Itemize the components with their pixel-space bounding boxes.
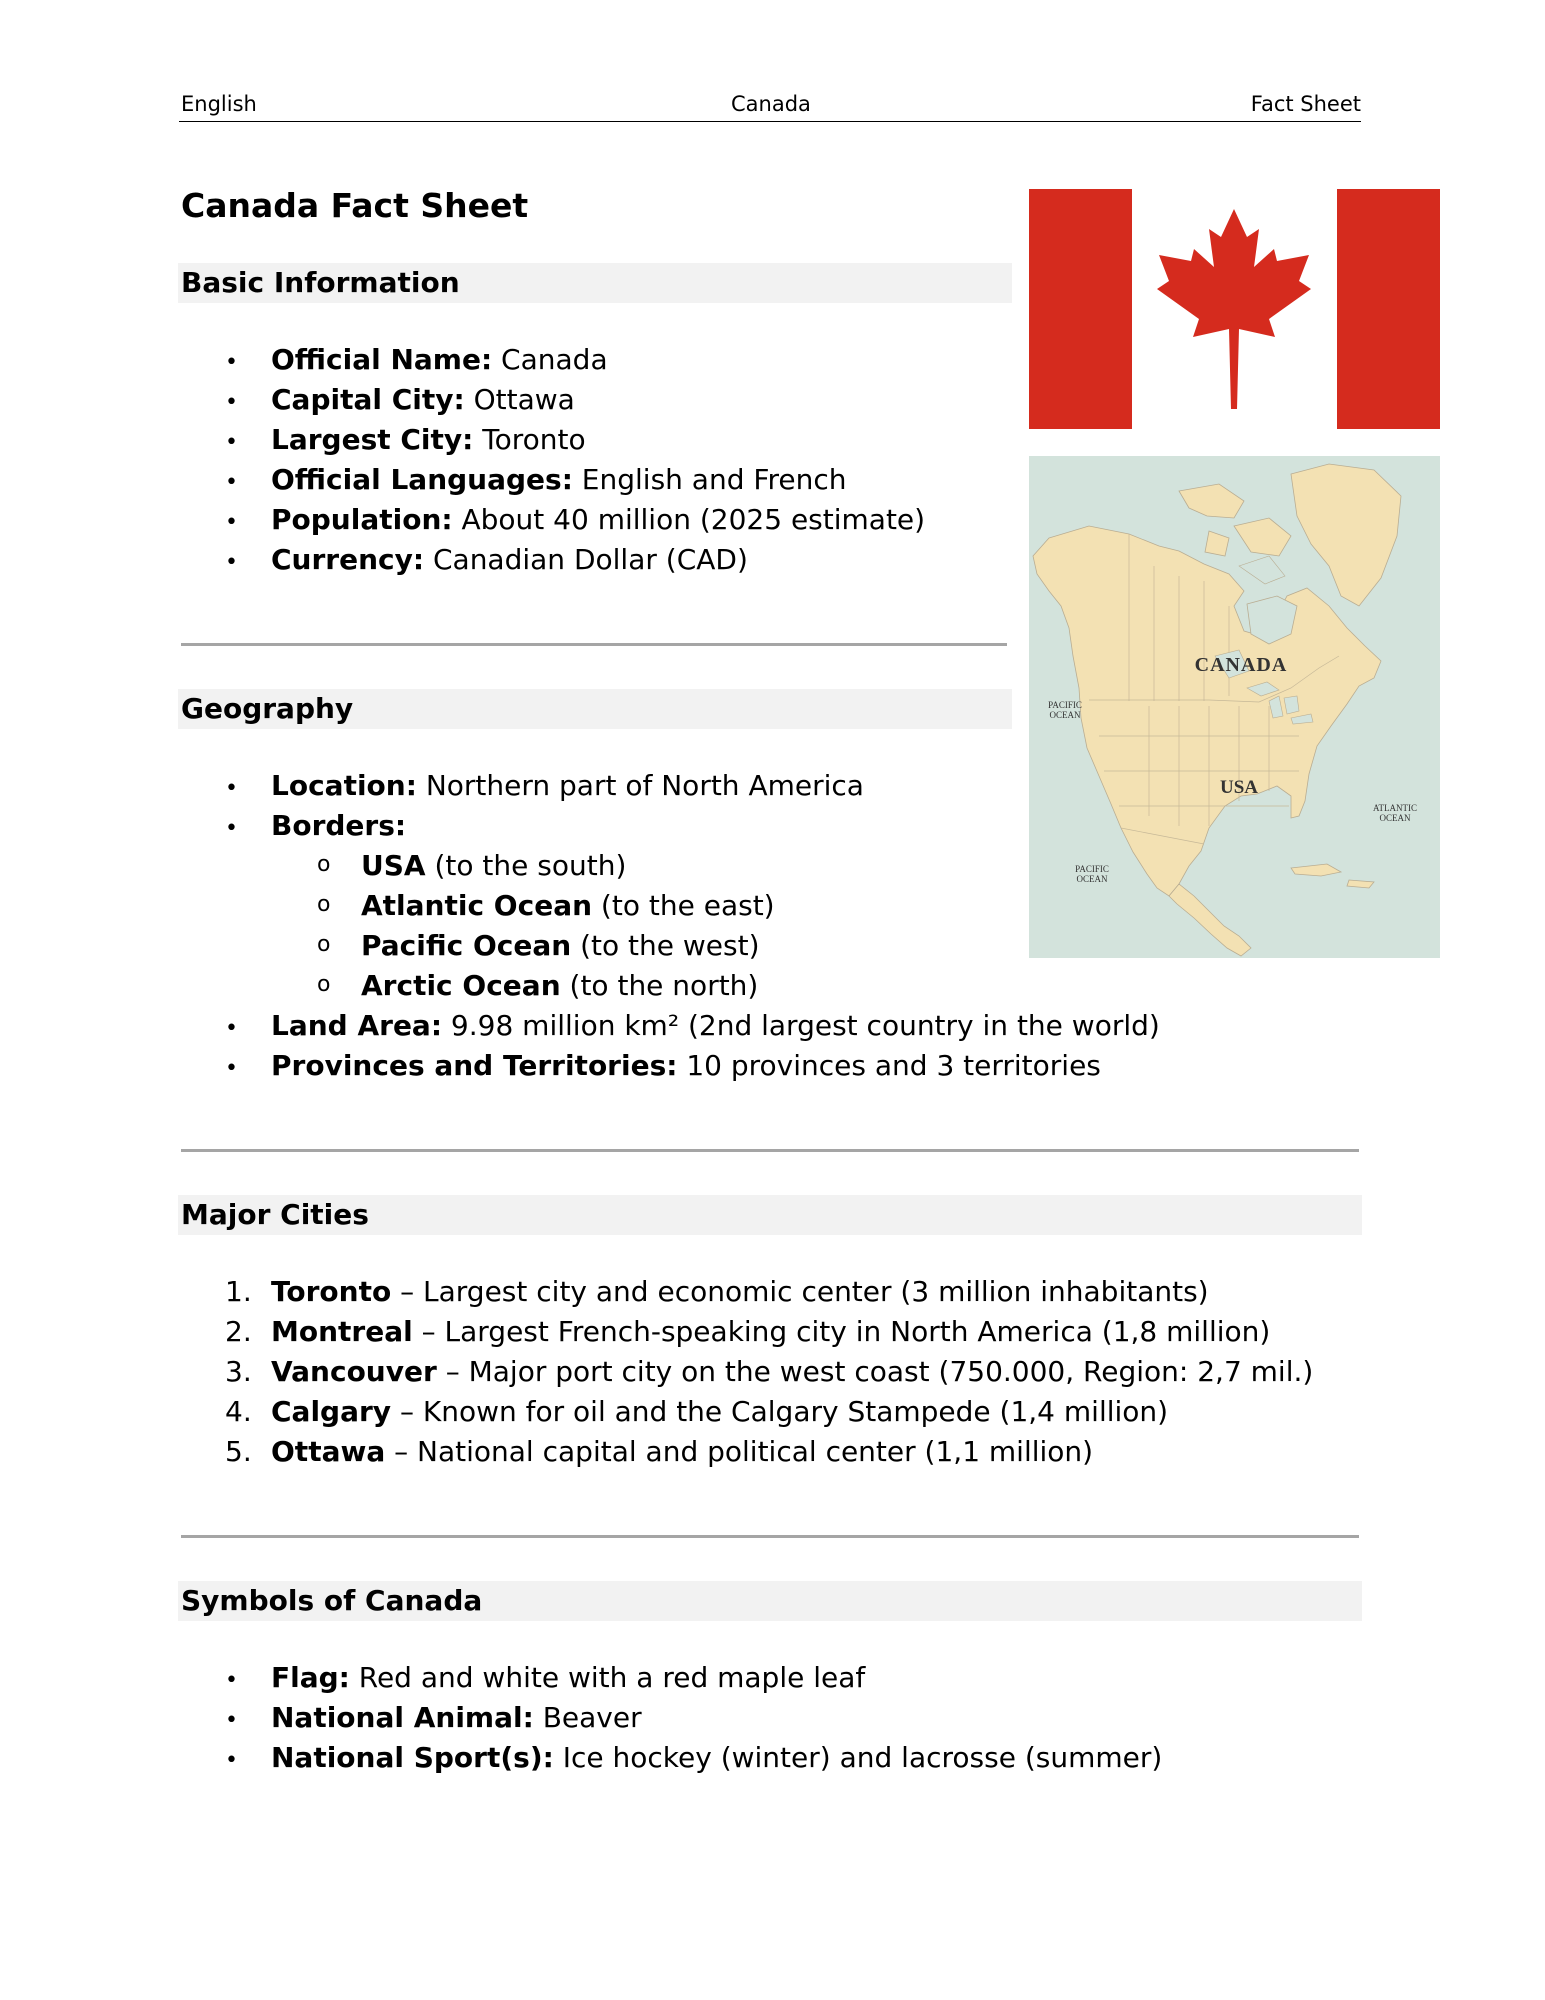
map-label-pacific-2-line-2: OCEAN	[1076, 874, 1108, 884]
section-heading-basic: Basic Information	[181, 266, 460, 299]
list-item: Largest City: Toronto	[271, 423, 586, 456]
sub-list-item: USA (to the south)	[361, 849, 627, 882]
page-title: Canada Fact Sheet	[181, 186, 529, 225]
bullet: •	[225, 470, 238, 495]
list-item: Vancouver – Major port city on the west coast (750.000, Region: 2,7 mil.)	[271, 1355, 1314, 1388]
sub-list-item: Pacific Ocean (to the west)	[361, 929, 760, 962]
list-item: Borders:	[271, 809, 407, 842]
bullet: •	[225, 1056, 238, 1081]
bullet: •	[225, 816, 238, 841]
section-heading-cities: Major Cities	[181, 1198, 369, 1231]
bullet: •	[225, 510, 238, 535]
list-item: Currency: Canadian Dollar (CAD)	[271, 543, 748, 576]
list-item: Official Name: Canada	[271, 343, 608, 376]
section-heading-geography: Geography	[181, 692, 354, 725]
bullet: •	[225, 390, 238, 415]
list-number: 3.	[225, 1355, 252, 1388]
header-center: Canada	[731, 92, 811, 116]
list-item: Toronto – Largest city and economic center (3 million inhabitants)	[271, 1275, 1209, 1308]
sub-list-item: Arctic Ocean (to the north)	[361, 969, 759, 1002]
bullet: •	[225, 550, 238, 575]
section-divider	[181, 1535, 1359, 1538]
list-number: 4.	[225, 1395, 252, 1428]
map-label-pacific-1-line-2: OCEAN	[1049, 710, 1081, 720]
list-item: Land Area: 9.98 million km² (2nd largest country in the world)	[271, 1009, 1160, 1042]
list-item: Capital City: Ottawa	[271, 383, 575, 416]
list-item: National Animal: Beaver	[271, 1701, 642, 1734]
bullet: •	[225, 1668, 238, 1693]
map-label-atlantic-line-1: ATLANTIC	[1373, 803, 1417, 813]
list-number: 5.	[225, 1435, 252, 1468]
sub-bullet: o	[317, 852, 331, 877]
bullet: •	[225, 430, 238, 455]
map-label-pacific-1-line-1: PACIFIC	[1048, 700, 1082, 710]
sub-list-item: Atlantic Ocean (to the east)	[361, 889, 775, 922]
bullet: •	[225, 1016, 238, 1041]
map-label-canada: CANADA	[1194, 654, 1288, 676]
map-label-usa: USA	[1219, 777, 1259, 798]
bullet: •	[225, 350, 238, 375]
list-item: Provinces and Territories: 10 provinces and 3 territories	[271, 1049, 1101, 1082]
list-item: Population: About 40 million (2025 estimate)	[271, 503, 926, 536]
map-label-pacific-2-line-1: PACIFIC	[1075, 864, 1109, 874]
header-right: Fact Sheet	[1250, 92, 1361, 116]
header-left: English	[181, 92, 257, 116]
header-rule	[179, 121, 1361, 122]
bullet: •	[225, 1708, 238, 1733]
map-label-atlantic-line-2: OCEAN	[1379, 813, 1411, 823]
sub-bullet: o	[317, 932, 331, 957]
list-item: Flag: Red and white with a red maple leaf	[271, 1661, 866, 1694]
list-item: Location: Northern part of North America	[271, 769, 864, 802]
sub-bullet: o	[317, 892, 331, 917]
list-item: National Sport(s): Ice hockey (winter) and lacrosse (summer)	[271, 1741, 1163, 1774]
list-item: Calgary – Known for oil and the Calgary Stampede (1,4 million)	[271, 1395, 1169, 1428]
north-america-map-image	[1029, 456, 1440, 958]
flag-left-band	[1029, 189, 1132, 429]
section-divider	[181, 1149, 1359, 1152]
list-item: Ottawa – National capital and political center (1,1 million)	[271, 1435, 1094, 1468]
bullet: •	[225, 1748, 238, 1773]
list-item: Montreal – Largest French-speaking city in North America (1,8 million)	[271, 1315, 1271, 1348]
flag-right-band	[1337, 189, 1440, 429]
sub-bullet: o	[317, 972, 331, 997]
bullet: •	[225, 776, 238, 801]
section-divider	[181, 643, 1007, 646]
list-item: Official Languages: English and French	[271, 463, 847, 496]
canada-flag-image	[1029, 189, 1440, 429]
list-number: 1.	[225, 1275, 252, 1308]
section-heading-symbols: Symbols of Canada	[181, 1584, 483, 1617]
list-number: 2.	[225, 1315, 252, 1348]
